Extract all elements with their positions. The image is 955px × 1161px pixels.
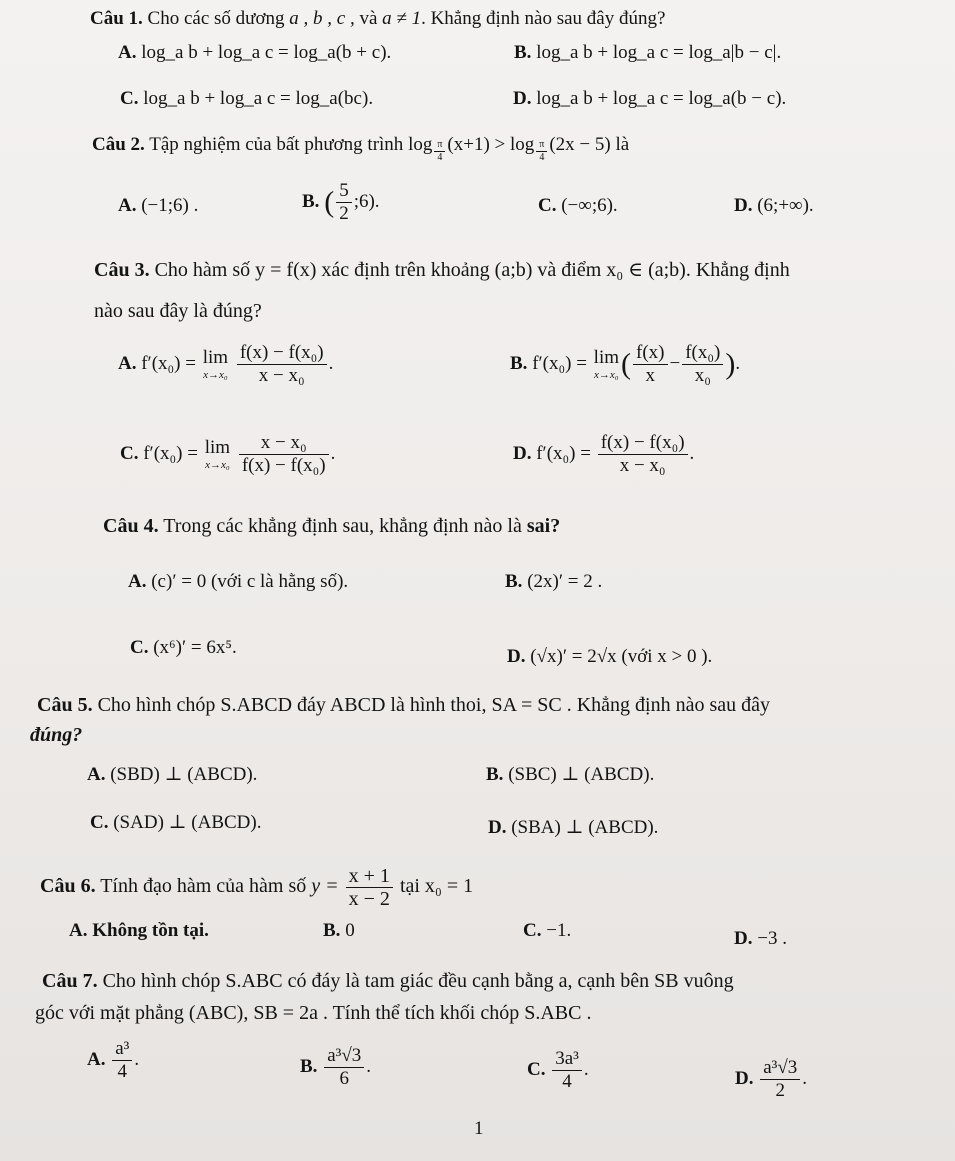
q2-text: Tập nghiệm của bất phương trình (149, 134, 404, 155)
q7-opt-c-label: C. (527, 1058, 546, 1080)
q6-opt-d-label: D. (734, 928, 753, 949)
q5-label: Câu 5. (37, 694, 93, 716)
q1-opt-d-label: D. (513, 88, 532, 109)
q2-option-c[interactable] (538, 193, 618, 219)
q5-stem-line2 (30, 722, 82, 748)
q6-option-b[interactable] (323, 918, 355, 944)
q1-text2: và (359, 8, 378, 29)
q5-opt-a-text: (SBD) ⊥ (ABCD). (110, 764, 258, 785)
q3-opt-d-label: D. (513, 442, 532, 464)
q2-opt-b-frac: $\frac{5}{2}$ (336, 180, 352, 225)
q4-stem (103, 513, 560, 539)
q4-option-a[interactable] (128, 569, 348, 595)
q1-opt-d-text: log_a b + log_a c = log_a(b − c). (536, 88, 787, 109)
q3-label: Câu 3. (94, 259, 150, 281)
q2-label: Câu 2. (92, 134, 145, 155)
q3-line2: nào sau đây là đúng? (94, 300, 262, 322)
q1-option-a[interactable] (118, 40, 391, 66)
q7-opt-a-frac: $\frac{\text{a³}}{4}$ (112, 1038, 132, 1083)
q2-option-d[interactable] (734, 193, 814, 219)
q6-opt-c-text: −1. (546, 920, 572, 941)
q5-opt-d-text: (SBA) ⊥ (ABCD). (511, 817, 659, 838)
q3-opt-c-fp: f′(x₀) = (143, 442, 198, 464)
q7-opt-b-label: B. (300, 1055, 318, 1077)
q5-opt-a-label: A. (87, 764, 106, 785)
q5-stem-line1 (37, 692, 770, 718)
q3-opt-b-frac2: $\frac{\text{f(x₀)}}{\text{x₀}}$ (682, 342, 723, 387)
q6-opt-a-text: Không tồn tại. (92, 920, 209, 941)
q2-opt-d-text: (6;+∞). (757, 195, 814, 216)
q5-opt-c-text: (SAD) ⊥ (ABCD). (113, 812, 262, 833)
q5-opt-d-label: D. (488, 817, 507, 838)
q3-opt-a-frac: $\frac{\text{f(x) − f(x₀)}}{\text{x − x₀}}$ (237, 342, 327, 387)
q7-stem-line1 (42, 968, 734, 994)
q6-opt-d-text: −3 . (757, 928, 787, 949)
q6-option-a[interactable] (69, 918, 209, 944)
q7-line2: góc với mặt phẳng (ABC), SB = 2a . Tính thể tích khối chóp S.ABC . (35, 1002, 592, 1024)
q1-opt-a-label: A. (118, 42, 137, 63)
q1-opt-c-text: log_a b + log_a c = log_a(bc). (143, 88, 374, 109)
q4-opt-d-label: D. (507, 646, 526, 667)
q2-text-end: là (615, 134, 630, 155)
q4-text: Trong các khẳng định sau, khẳng định nào là (163, 515, 522, 537)
q6-opt-a-label: A. (69, 920, 88, 941)
q4-opt-b-label: B. (505, 571, 523, 592)
q3-option-d[interactable]: D. f′(x₀) = $\frac{\text{f(x) − f(x₀)}}{\text{x − x₀}}$ . (513, 432, 695, 476)
q2-base-left: $\frac{\pi}{4}$ (434, 139, 445, 164)
q1-text1: Cho các số dương (147, 8, 285, 29)
q6-opt-b-label: B. (323, 920, 341, 941)
q1-option-d[interactable] (513, 86, 786, 112)
q6-stem (40, 865, 473, 910)
q3-option-b[interactable]: B. f′(x₀) = lim x→x₀ ( $\frac{f(x)}{x}$ − $\frac{\text{f(x₀)}}{\text{x₀}}$ ). (510, 342, 741, 386)
q1-option-b[interactable] (514, 40, 781, 66)
q7-opt-a-label: A. (87, 1048, 106, 1070)
q4-opt-b-text: (2x)′ = 2 . (527, 571, 603, 592)
q1-label: Câu 1. (90, 8, 143, 29)
q3-opt-b-lim: lim x→x₀ (593, 346, 620, 381)
q4-opt-d-text: (√x)′ = 2√x (với x > 0 ). (530, 646, 713, 667)
q5-option-c[interactable] (90, 810, 261, 836)
q3-opt-d-fp: f′(x₀) = (536, 442, 591, 464)
q1-opt-a-text: log_a b + log_a c = log_a(b + c). (141, 42, 392, 63)
q7-opt-d-frac: $\frac{\text{a³√3}}{2}$ (760, 1057, 800, 1102)
q6-text: Tính đạo hàm của hàm số (100, 875, 307, 898)
q3-opt-a-label: A. (118, 352, 137, 374)
q3-opt-b-frac1: $\frac{f(x)}{x}$ (633, 342, 667, 387)
q4-opt-a-label: A. (128, 571, 147, 592)
q5-option-a[interactable] (87, 762, 257, 788)
q6-tail: tại x₀ = 1 (399, 875, 474, 898)
q7-line1: Cho hình chóp S.ABC có đáy là tam giác đều cạnh bằng a, cạnh bên SB vuông (102, 970, 734, 992)
q1-text3: . Khẳng định nào sau đây đúng? (421, 8, 666, 29)
q1-option-c[interactable] (120, 86, 373, 112)
q1-vars: a , b , c , (289, 8, 355, 29)
q3-opt-c-label: C. (120, 442, 139, 464)
q2-option-a[interactable] (118, 193, 198, 219)
q4-opt-c-label: C. (130, 637, 149, 658)
q4-opt-a-text: (c)′ = 0 (với c là hằng số). (151, 571, 349, 592)
q1-cond: a ≠ 1 (382, 8, 422, 29)
q7-stem-line2 (35, 1000, 591, 1026)
q7-opt-b-frac: $\frac{\text{a³√3}}{6}$ (324, 1045, 364, 1090)
q2-option-b[interactable]: B. ( $\frac{5}{2}$ ;6). (302, 180, 380, 224)
q2-stem: Câu 2. Tập nghiệm của bất phương trình log $\frac{\pi}{4}$ (x+1) > log $\frac{\pi}{4}$ (2x − 5) là (92, 134, 630, 163)
q5-option-d[interactable] (488, 815, 658, 841)
q2-opt-c-text: (−∞;6). (561, 195, 618, 216)
q3-opt-a-lim: lim x→x₀ (202, 346, 229, 381)
q6-opt-c-label: C. (523, 920, 542, 941)
q3-opt-c-frac: $\frac{\text{x − x₀}}{\text{f(x) − f(x₀)}}$ (239, 432, 329, 477)
q3-option-a[interactable]: A. f′(x₀) = lim x→x₀ $\frac{\text{f(x) − f(x₀)}}{\text{x − x₀}}$ . (118, 342, 334, 386)
q3-opt-c-lim: lim x→x₀ (204, 436, 231, 471)
page-number: 1 (474, 1118, 484, 1139)
q7-option-a[interactable]: A. $\frac{\text{a³}}{4}$ . (87, 1038, 140, 1082)
q2-opt-a-label: A. (118, 195, 137, 216)
q6-option-c[interactable] (523, 918, 571, 944)
q5-opt-c-label: C. (90, 812, 109, 833)
q3-opt-b-fp: f′(x₀) = (532, 352, 587, 374)
q6-option-d[interactable] (734, 926, 787, 952)
q4-emph: sai? (526, 515, 561, 537)
q1-opt-b-label: B. (514, 42, 532, 63)
q6-opt-b-text: 0 (345, 920, 355, 941)
q2-opt-b-tail: ;6). (353, 190, 380, 212)
q6-frac: $\frac{x + 1}{x - 2}$ (346, 865, 393, 910)
q4-option-c[interactable] (130, 635, 237, 661)
q4-option-b[interactable] (505, 569, 602, 595)
q3-opt-b-label: B. (510, 352, 528, 374)
q1-stem (90, 6, 665, 32)
q2-opt-b-label: B. (302, 190, 320, 212)
q1-opt-b-text: log_a b + log_a c = log_a|b − c|. (536, 42, 782, 63)
q5-option-b[interactable] (486, 762, 654, 788)
q7-option-b[interactable]: B. $\frac{\text{a³√3}}{6}$ . (300, 1045, 371, 1089)
q3-stem-line1 (94, 257, 790, 283)
q3-option-c[interactable]: C. f′(x₀) = lim x→x₀ $\frac{\text{x − x₀}}{\text{f(x) − f(x₀)}}$ . (120, 432, 336, 476)
q4-opt-c-text: (x⁶)′ = 6x⁵. (153, 637, 237, 658)
q3-line1: Cho hàm số y = f(x) xác định trên khoảng (a;b) và điểm x₀ ∈ (a;b). Khẳng định (154, 259, 790, 281)
q7-label: Câu 7. (42, 970, 98, 992)
q2-base-right: $\frac{\pi}{4}$ (536, 139, 547, 164)
q3-opt-a-fp: f′(x₀) = (141, 352, 196, 374)
q6-label: Câu 6. (40, 875, 96, 898)
q5-line2: đúng? (30, 724, 83, 746)
q1-opt-c-label: C. (120, 88, 139, 109)
q6-y: y = (311, 875, 339, 898)
q2-opt-a-text: (−1;6) . (141, 195, 199, 216)
q2-ineq-right: (2x − 5) (549, 134, 611, 155)
q2-opt-c-label: C. (538, 195, 557, 216)
q2-opt-d-label: D. (734, 195, 753, 216)
q3-stem-line2 (94, 298, 262, 324)
q7-opt-c-frac: $\frac{\text{3a³}}{4}$ (552, 1048, 582, 1093)
q5-line1: Cho hình chóp S.ABCD đáy ABCD là hình thoi, SA = SC . Khẳng định nào sau đây (97, 694, 770, 716)
q7-opt-d-label: D. (735, 1067, 754, 1089)
q5-opt-b-label: B. (486, 764, 504, 785)
q2-ineq-left: (x+1) > log (447, 134, 535, 155)
q7-option-d[interactable]: D. $\frac{\text{a³√3}}{2}$ . (735, 1057, 808, 1101)
q3-opt-d-frac: $\frac{\text{f(x) − f(x₀)}}{\text{x − x₀}}$ (598, 432, 688, 477)
q5-opt-b-text: (SBC) ⊥ (ABCD). (508, 764, 655, 785)
q4-option-d[interactable] (507, 644, 712, 670)
q4-label: Câu 4. (103, 515, 159, 537)
q7-option-c[interactable]: C. $\frac{\text{3a³}}{4}$ . (527, 1048, 589, 1092)
